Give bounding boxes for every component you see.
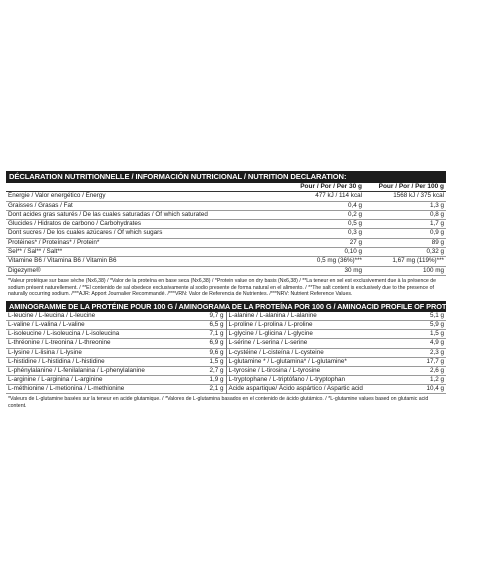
nutrient-value-30g: 27 g: [282, 238, 364, 247]
nutrient-value-100g: 1,3 g: [364, 201, 446, 210]
list-item: [227, 385, 447, 394]
nutrition-declaration-title: DÉCLARATION NUTRITIONNELLE / INFORMACIÓN NUTRICIONAL / NUTRITION DECLARATION:: [6, 171, 446, 183]
table-row: [6, 257, 446, 266]
list-item: [227, 376, 447, 385]
amino-name: L-tryptophane / L-triptófano / L-tryptophan: [228, 376, 346, 384]
amino-name: L-histidine / L-histidina / L-histidine: [8, 357, 105, 365]
amino-value: 6,5 g: [209, 320, 224, 328]
nutrient-label: Glucides / Hidratos de carbono / Carbohydrates: [6, 220, 282, 229]
aminogram-section: [6, 301, 501, 410]
list-item: [227, 312, 447, 321]
column-header-30g: Pour / Por / Per 30 g: [282, 183, 364, 192]
nutrient-value-30g: 0,5 g: [282, 220, 364, 229]
amino-name: L-tyrosine / L-tirosina / L-tyrosine: [228, 366, 321, 374]
nutrient-value-100g: 0,9 g: [364, 229, 446, 238]
nutrient-label: Graisses / Grasas / Fat: [6, 201, 282, 210]
amino-value: 2,3 g: [429, 348, 444, 356]
nutrient-value-100g: 1568 kJ / 375 kcal: [364, 192, 446, 201]
amino-name: L-alanine / L-alanina / L-alanine: [228, 311, 317, 319]
aminogram-left-column: [6, 312, 226, 395]
list-item: [6, 312, 226, 321]
column-header-100g: Pour / Por / Per 100 g: [364, 183, 446, 192]
amino-name: L-valine / L-valina / L-valine: [8, 320, 85, 328]
table-row: [6, 266, 446, 275]
list-item: [6, 349, 226, 358]
list-item: [6, 367, 226, 376]
amino-name: L-arginine / L-arginina / L-arginine: [8, 376, 103, 384]
amino-value: 10,4 g: [426, 385, 444, 393]
list-item: [227, 339, 447, 348]
amino-value: 1,2 g: [429, 376, 444, 384]
nutrition-table: [6, 183, 446, 276]
list-item: [6, 358, 226, 367]
list-item: [227, 349, 447, 358]
nutrient-label: Dont acides gras saturés / De las cuales saturadas / Of which saturated: [6, 210, 282, 219]
table-row: [6, 201, 446, 210]
list-item: [6, 321, 226, 330]
amino-value: 9,7 g: [209, 311, 224, 319]
nutrient-value-100g: 0,8 g: [364, 210, 446, 219]
list-item: [227, 321, 447, 330]
amino-value: 2,6 g: [429, 366, 444, 374]
amino-value: 5,1 g: [429, 311, 444, 319]
amino-name: L-thréonine / L-treonina / L-threonine: [8, 339, 111, 347]
amino-value: 1,5 g: [429, 330, 444, 338]
amino-value: 17,7 g: [426, 357, 444, 365]
nutrient-value-100g: 1,67 mg (119%)***: [364, 257, 446, 266]
nutrition-label-panel: [6, 171, 501, 427]
list-item: [227, 367, 447, 376]
nutrient-value-30g: 0,5 mg (36%)***: [282, 257, 364, 266]
aminogram-columns: [6, 312, 446, 395]
amino-value: 6,9 g: [209, 339, 224, 347]
amino-value: 2,1 g: [209, 385, 224, 393]
amino-name: L-cystéine / L-cisteína / L-cysteine: [228, 348, 324, 356]
aminogram-right-column: [226, 312, 447, 395]
list-item: [227, 330, 447, 339]
nutrient-label: Dont sucres / De los cuales azúcares / Of which sugars: [6, 229, 282, 238]
amino-name: L-leucine / L-leucina / L-leucine: [8, 311, 96, 319]
amino-value: 1,5 g: [209, 357, 224, 365]
aminogram-title: AMINOGRAMME DE LA PROTÉINE POUR 100 G / AMINOGRAMA DE LA PROTEÍNA POR 100 G / AMINOACID PROFILE OF PROTEIN PER 100 G :: [6, 301, 446, 312]
nutrient-label: Protéines* / Proteínas* / Protein*: [6, 238, 282, 247]
nutrient-label: Sel** / Sal** / Salt**: [6, 248, 282, 257]
list-item: [6, 330, 226, 339]
amino-name: L-glutamine * / L-glutamina* / L-glutamine*: [228, 357, 347, 365]
nutrition-footnote: *Valeur protéique sur base sèche (Nx6,38) / *Valor de la proteína en base seca (Nx6,38) / *Protein value on dry basis (Nx6,38) / **La teneur en sel est exclusivement due à la présence de sodium présent naturellement. / **El contenido de sal obedece exclusivamente al sodio presente de forma natural en el alimento. / **The salt content is exclusively due to the presence of naturally occurring sodium. /***AJR: Apport Journalier Recommandé. /***VRN: Valor de Referencia de Nutrientes. /***NRV: Nutrient Reference Values.: [8, 277, 437, 298]
nutrient-value-100g: 0,32 g: [364, 248, 446, 257]
nutrient-value-100g: 1,7 g: [364, 220, 446, 229]
nutrient-value-100g: 100 mg: [364, 266, 446, 275]
amino-name: L-méthionine / L-metionina / L-methionine: [8, 385, 125, 393]
list-item: [227, 358, 447, 367]
table-row: [6, 229, 446, 238]
table-row: [6, 238, 446, 247]
aminogram-footnote: *Valeurs de L-glutamine basées sur la teneur en acide glutamique. / *Valores de L-glutamina basados en el contenido de ácido glutámico. / *L-glutamine values based on glutamic acid content.: [8, 396, 429, 410]
nutrient-value-30g: 0,10 g: [282, 248, 364, 257]
amino-value: 1,9 g: [209, 376, 224, 384]
amino-name: L-isoleucine / L-isoleucina / L-isoleucina: [8, 330, 120, 338]
amino-name: L-proline / L-prolina / L-proline: [228, 320, 313, 328]
nutrient-value-30g: 0,4 g: [282, 201, 364, 210]
amino-name: Acide aspartique/ Ácido aspártico / Aspartic acid: [228, 385, 363, 393]
nutrition-header-blank: [6, 183, 282, 192]
nutrient-value-30g: 30 mg: [282, 266, 364, 275]
amino-value: 4,9 g: [429, 339, 444, 347]
nutrient-value-100g: 89 g: [364, 238, 446, 247]
list-item: [6, 339, 226, 348]
nutrition-column-header-row: [6, 183, 446, 192]
table-row: [6, 192, 446, 201]
nutrient-value-30g: 0,3 g: [282, 229, 364, 238]
amino-name: L-sérine / L-serina / L-serine: [228, 339, 308, 347]
amino-value: 5,9 g: [429, 320, 444, 328]
amino-name: L-glycine / L-glicina / L-glycine: [228, 330, 313, 338]
amino-value: 2,7 g: [209, 366, 224, 374]
list-item: [6, 385, 226, 394]
nutrient-label: Vitamine B6 / Vitamina B6 / Vitamin B6: [6, 257, 282, 266]
amino-value: 7,1 g: [209, 330, 224, 338]
nutrient-value-30g: 477 kJ / 114 kcal: [282, 192, 364, 201]
nutrient-label: Digezyme®: [6, 266, 282, 275]
nutrient-value-30g: 0,2 g: [282, 210, 364, 219]
amino-name: L-phénylalanine / L-fenilalanina / L-phenylalanine: [8, 366, 145, 374]
table-row: [6, 220, 446, 229]
nutrient-label: Énergie / Valor energético / Energy: [6, 192, 282, 201]
amino-name: L-lysine / L-lisina / L-lysine: [8, 348, 82, 356]
amino-value: 9,6 g: [209, 348, 224, 356]
table-row: [6, 248, 446, 257]
list-item: [6, 376, 226, 385]
table-row: [6, 210, 446, 219]
